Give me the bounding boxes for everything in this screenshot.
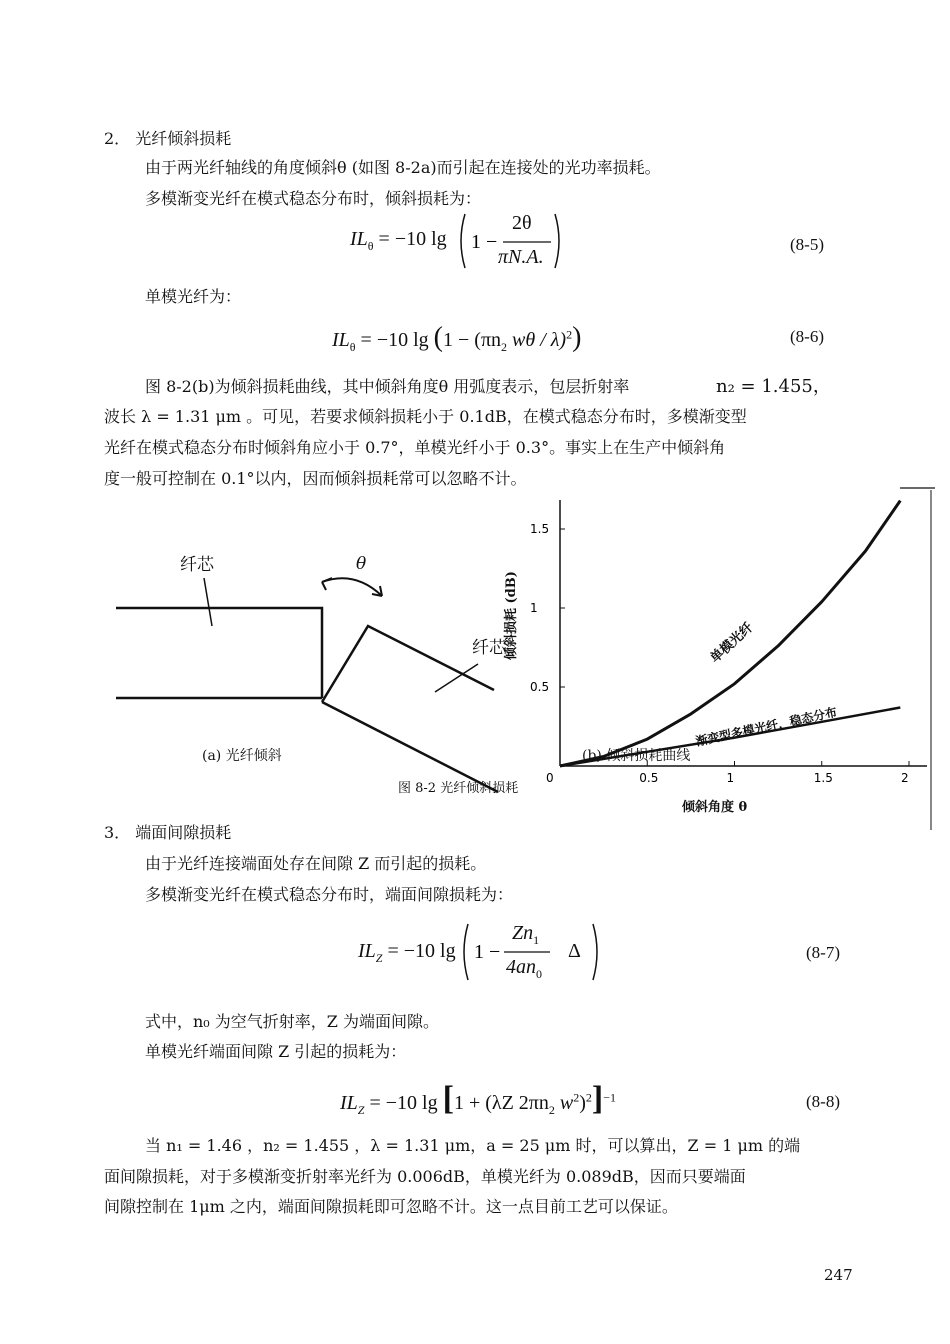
paragraph-line: 单模光纤为： bbox=[145, 287, 242, 306]
eq-lhs-sub: Z bbox=[357, 1103, 365, 1117]
paragraph-line: 面间隙损耗，对于多模渐变折射率光纤为 0.006dB，单模光纤为 0.089dB，因而只要端面 bbox=[104, 1167, 746, 1186]
paragraph-line: 图 8-2(b)为倾斜损耗曲线，其中倾斜角度θ 用弧度表示，包层折射率 bbox=[145, 377, 630, 396]
eq-rhs: = −10 lg bbox=[378, 228, 447, 250]
eq-sup: 2 bbox=[573, 1090, 580, 1105]
eq-sup-2: 2 bbox=[585, 1090, 592, 1105]
eq-numerator: 2θ bbox=[512, 212, 532, 234]
equation-8-6: $IL_\theta = -10$ $\lg (1 - (\pi n_2$ wθ / λ)$^2$) bbox=[332, 322, 582, 354]
x-tick-label: 0.5 bbox=[639, 771, 659, 785]
equation-number: (8-8) bbox=[806, 1092, 840, 1111]
y-tick-label: 0.5 bbox=[530, 680, 550, 694]
eq-denominator: πN.A. bbox=[498, 246, 544, 268]
eq-lhs: IL bbox=[358, 940, 376, 962]
label-core-left: 纤芯 bbox=[180, 555, 214, 575]
eq-rhs: = −10 lg bbox=[360, 329, 429, 351]
equation-number: (8-7) bbox=[806, 943, 840, 962]
eq-body-2: w bbox=[554, 1092, 574, 1114]
eq-lhs-sub: θ bbox=[349, 340, 356, 354]
paragraph-inline-value: n₂ = 1.455， bbox=[716, 376, 831, 397]
left-core-pointer bbox=[204, 578, 212, 626]
eq-lhs: IL bbox=[332, 329, 350, 351]
paragraph-line: 由于两光纤轴线的角度倾斜θ (如图 8-2a)而引起在连接处的光功率损耗。 bbox=[145, 158, 661, 177]
equation-number: (8-6) bbox=[790, 327, 824, 346]
eq-body-2: wθ / λ) bbox=[507, 329, 567, 351]
figure-caption: 图 8-2 光纤倾斜损耗 bbox=[398, 781, 519, 796]
x-tick-label: 2 bbox=[901, 771, 909, 785]
figure-8-2a-fiber-tilt bbox=[110, 530, 510, 810]
page-number: 247 bbox=[824, 1266, 853, 1284]
eq-lhs: IL bbox=[340, 1092, 358, 1114]
paragraph-line: 单模光纤端面间隙 Z 引起的损耗为： bbox=[145, 1042, 407, 1061]
y-tick-label: 1.5 bbox=[530, 522, 550, 536]
x-tick-label: 1 bbox=[726, 771, 735, 785]
paragraph-line: 间隙控制在 1μm 之内，端面间隙损耗即可忽略不计。这一点目前工艺可以保证。 bbox=[104, 1197, 678, 1216]
paragraph-line: 式中，n₀ 为空气折射率，Z 为端面间隙。 bbox=[145, 1012, 440, 1031]
eq-lhs: IL bbox=[350, 228, 368, 250]
eq-body: 1 + (λZ 2πn bbox=[453, 1092, 549, 1114]
curve-label-single-mode: 单模光纤 bbox=[707, 620, 757, 667]
eq-outer-sup: −1 bbox=[603, 1090, 617, 1105]
svg-text:1 −: 1 − bbox=[471, 231, 498, 253]
left-fiber-top bbox=[116, 608, 322, 698]
paragraph-line: 光纤在模式稳态分布时倾斜角应小于 0.7°，单模光纤小于 0.3°。事实上在生产中倾斜角 bbox=[104, 438, 726, 457]
chart-ylabel: 倾斜损耗 (dB) bbox=[504, 571, 519, 660]
curve-label-multi-mode: 渐变型多模光纤，稳态分布 bbox=[694, 705, 839, 749]
right-fiber-top bbox=[322, 626, 506, 702]
paragraph-line: 多模渐变光纤在模式稳态分布时，倾斜损耗为： bbox=[145, 189, 482, 208]
eq-numerator: $Zn_1$ bbox=[512, 922, 540, 947]
eq-body-sub: 2 bbox=[501, 340, 508, 354]
equation-8-5 bbox=[350, 228, 447, 254]
x-tick-label: 1.5 bbox=[813, 771, 833, 785]
chart-xlabel: 倾斜角度 θ bbox=[682, 800, 748, 815]
caption-b: (b) 倾斜损耗曲线 bbox=[582, 748, 691, 764]
section-heading-3: 3． 端面间隙损耗 bbox=[104, 823, 232, 842]
paragraph-line: 波长 λ = 1.31 μm 。可见，若要求倾斜损耗小于 0.1dB，在模式稳态分布时，多模渐变型 bbox=[104, 407, 747, 426]
svg-text:1 −: 1 − bbox=[474, 941, 501, 963]
eq-lhs-sub: θ bbox=[367, 239, 374, 253]
section-heading-2: 2． 光纤倾斜损耗 bbox=[104, 129, 232, 148]
eq-lhs-sub: Z bbox=[375, 951, 383, 965]
equation-8-8: $IL_Z = -10$ lg [1 + (λZ $2\pi n_2$ $w^2)^2]^{-1}$ bbox=[340, 1080, 617, 1117]
eq-delta: Δ bbox=[568, 940, 581, 962]
eq-rhs: = −10 lg bbox=[369, 1092, 438, 1114]
eq-body-sub: 2 bbox=[548, 1103, 555, 1117]
x-tick-label: 0 bbox=[546, 771, 554, 785]
equation-8-7 bbox=[358, 940, 456, 966]
eq-body: 1 − (πn bbox=[443, 329, 502, 351]
equation-number: (8-5) bbox=[790, 235, 824, 254]
paragraph-line: 度一般可控制在 0.1°以内，因而倾斜损耗常可以忽略不计。 bbox=[104, 469, 527, 488]
eq-denominator: $4an_0$ bbox=[506, 956, 542, 981]
caption-a: (a) 光纤倾斜 bbox=[202, 748, 282, 764]
paragraph-line: 多模渐变光纤在模式稳态分布时，端面间隙损耗为： bbox=[145, 885, 514, 904]
label-core-right: 纤芯 bbox=[472, 638, 506, 658]
paragraph-line: 当 n₁ = 1.46 ，n₂ = 1.455 ，λ = 1.31 μm，a = 25 μm 时，可以算出，Z = 1 μm 的端 bbox=[145, 1136, 801, 1155]
y-tick-label: 1 bbox=[530, 601, 538, 615]
eq-sup: 2 bbox=[566, 327, 573, 342]
paragraph-line: 由于光纤连接端面处存在间隙 Z 而引起的损耗。 bbox=[145, 854, 487, 873]
label-theta: θ bbox=[356, 554, 367, 574]
eq-rhs: = −10 lg bbox=[387, 940, 456, 962]
